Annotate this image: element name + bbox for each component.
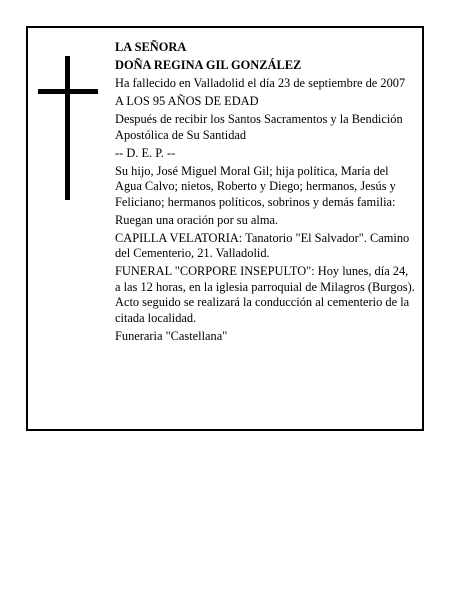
cross-vertical-bar [65,56,70,200]
cross-icon [38,56,98,200]
age-statement: A LOS 95 AÑOS DE EDAD [115,94,259,108]
notice-title: LA SEÑORA [115,40,187,54]
cross-horizontal-bar [38,89,98,94]
obituary-notice [26,26,424,431]
rip-line: -- D. E. P. -- [115,145,176,160]
death-statement: Ha fallecido en Valladolid el día 23 de septiembre de 2007 [115,76,406,90]
funeral-home: Funeraria "Castellana" [115,328,228,343]
family-list: Su hijo, José Miguel Moral Gil; hija política, María del Agua Calvo; nietos, Roberto y Diego; hermanos, Jesús y Feliciano; hermanos políticos, sobrinos y demás familia: [115,163,396,209]
sacraments-statement: Después de recibir los Santos Sacramentos y la Bendición Apostólica de Su Santidad [115,112,403,142]
notice-text [115,40,415,347]
prayer-request: Ruegan una oración por su alma. [115,212,279,227]
funeral-info: FUNERAL "CORPORE INSEPULTO": Hoy lunes, día 24, a las 12 horas, en la iglesia parroquial de Milagros (Burgos). Acto seguido se realizará la conducción al cementerio de la citada localidad. [115,264,415,325]
chapel-info: CAPILLA VELATORIA: Tanatorio "El Salvador". Camino del Cementerio, 21. Valladolid. [115,230,410,260]
deceased-name: DOÑA REGINA GIL GONZÁLEZ [115,58,302,72]
